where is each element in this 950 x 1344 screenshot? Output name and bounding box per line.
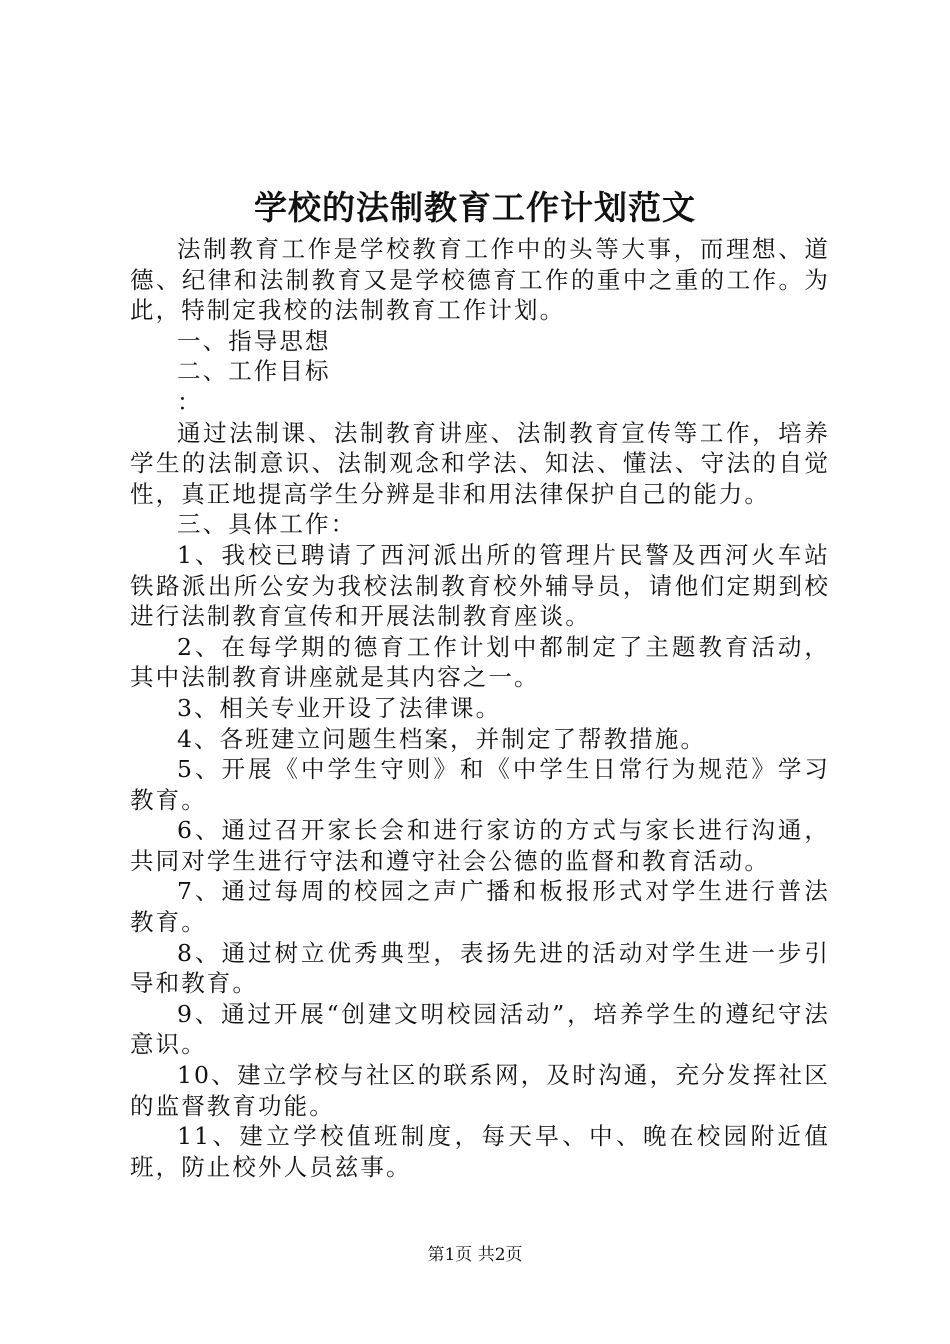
page-footer: 第1页 共2页 xyxy=(427,1245,523,1265)
heading-work-goals: 二、工作目标 xyxy=(177,357,331,386)
list-item-8: 8、通过树立优秀典型，表扬先进的活动对学生进一步引导和教育。 xyxy=(130,938,830,998)
document-body xyxy=(130,234,830,1182)
list-item-10: 10、建立学校与社区的联系网，及时沟通，充分发挥社区的监督教育功能。 xyxy=(130,1061,830,1120)
heading-specific-work: 三、具体工作： xyxy=(177,510,357,539)
list-item-3: 3、相关专业开设了法律课。 xyxy=(177,693,502,722)
paragraph-goals: 通过法制课、法制教育讲座、法制教育宣传等工作，培养学生的法制意识、法制观念和学法、知法、懂法、守法的自觉性，真正地提高学生分辨是非和用法律保护自己的能力。 xyxy=(130,418,830,508)
paragraph-colon: ： xyxy=(177,387,203,416)
list-item-4: 4、各班建立问题生档案，并制定了帮教措施。 xyxy=(177,724,707,753)
list-item-6: 6、通过召开家长会和进行家访的方式与家长进行沟通，共同对学生进行守法和遵守社会公德的监督和教育活动。 xyxy=(130,816,830,875)
list-item-1: 1、我校已聘请了西河派出所的管理片民警及西河火车站铁路派出所公安为我校法制教育校外辅导员，请他们定期到校进行法制教育宣传和开展法制教育座谈。 xyxy=(130,540,830,631)
list-item-5: 5、开展《中学生守则》和《中学生日常行为规范》学习教育。 xyxy=(130,755,830,814)
list-item-2: 2、在每学期的德育工作计划中都制定了主题教育活动，其中法制教育讲座就是其内容之一。 xyxy=(130,632,830,692)
list-item-9: 9、通过开展“创建文明校园活动”，培养学生的遵纪守法意识。 xyxy=(130,999,830,1059)
list-item-7: 7、通过每周的校园之声广播和板报形式对学生进行普法教育。 xyxy=(130,877,830,937)
paragraph-intro: 法制教育工作是学校教育工作中的头等大事，而理想、道德、纪律和法制教育又是学校德育工作的重中之重的工作。为此，特制定我校的法制教育工作计划。 xyxy=(130,235,830,325)
list-item-11: 11、建立学校值班制度，每天早、中、晚在校园附近值班，防止校外人员兹事。 xyxy=(130,1122,830,1181)
document-title: 学校的法制教育工作计划范文 xyxy=(254,188,696,227)
heading-guiding-thought: 一、指导思想 xyxy=(177,326,331,355)
